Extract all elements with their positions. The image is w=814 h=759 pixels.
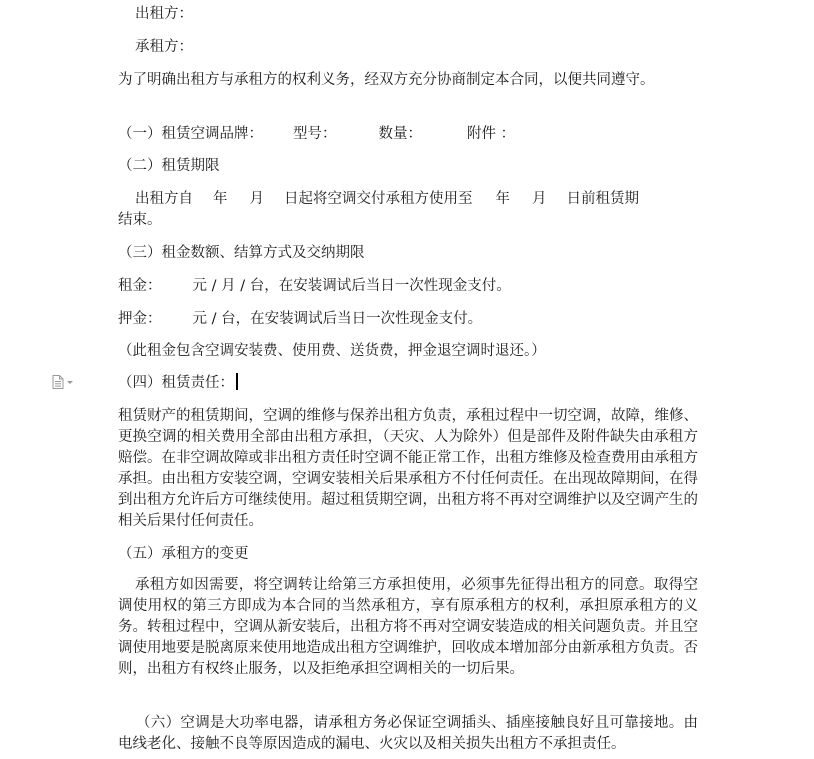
chevron-down-icon[interactable] [67,381,73,384]
deposit-label: 押金： [118,311,162,327]
document-icon-glyph [52,375,64,389]
lease-end-text: 日前租赁期 [566,191,639,207]
deposit-line [118,309,482,330]
lease-term-line [135,189,639,210]
rent-label: 租金： [118,278,162,294]
lease-from-text: 出租方自 [135,191,193,207]
section-1-title: （一）租赁空调品牌： [118,126,263,142]
section-4-body: 租赁财产的租赁期间，空调的维修与保养出租方负责，承租过程中一切空调，故障，维修、更换空调的相关费用全部由出租方承担，（天灾、人为除外）但是部件及附件缺失由承租方赔偿。在非空调故障或非出租方责任时空调不能正常工作，出租方维修及检查费用由承租方承担。由出租方安装空调，空调安装相关后果承租方不付任何责任。在出现故障期间，在得到出租方允许后方可继续使用。超过租赁期空调，出租方将不再对空调维护以及空调产生的相关后果付任何责任。 [118,408,698,529]
quantity-label: 数量： [378,126,422,142]
section-1-line [118,124,515,145]
section-5-title: （五）承租方的变更 [118,546,249,562]
document-icon[interactable] [52,374,78,390]
rent-note: （此租金包含空调安装费、使用费、送货费，押金退空调时退还。） [118,343,546,359]
section-4-title: （四）租赁责任： [118,375,234,391]
deposit-text: 元 / 台，在安装调试后当日一次性现金支付。 [192,311,483,327]
lease-mid-text: 日起将空调交付承租方使用至 [284,191,473,207]
lease-term-tail: 结束。 [118,212,162,228]
section-5-body: 承租方如因需要，将空调转让给第三方承担使用，必须事先征得出租方的同意。取得空调使用权的第三方即成为本合同的当然承租方，享有原承租方的权利，承担原承租方的义务。转租过程中，空调从新安装后，出租方将不再对空调安装造成的相关问题负责。并且空调使用地要是脱离原来使用地造成出租方空调维护，回收成本增加部分由新承租方负责。否则，出租方有权终止服务，以及拒绝承担空调相关的一切后果。 [118,577,698,677]
section-2-title: （二）租赁期限 [118,158,220,174]
section-6-body: （六）空调是大功率电器，请承租方务必保证空调插头、插座接触良好且可靠接地。由电线老化、接触不良等原因造成的漏电、火灾以及相关损失出租方不承担责任。 [118,715,698,752]
year-unit-2: 年 [495,191,510,207]
month-unit-2: 月 [532,191,547,207]
section-4-line[interactable] [118,373,238,394]
lessor-label: 出租方： [135,6,193,22]
model-label: 型号： [293,126,337,142]
attachment-label: 附件 ： [467,126,516,142]
year-unit: 年 [213,191,228,207]
rent-text: 元 / 月 / 台，在安装调试后当日一次性现金支付。 [192,278,511,294]
lessee-label: 承租方： [135,39,193,55]
text-cursor [236,373,238,390]
month-unit: 月 [249,191,264,207]
section-3-title: （三）租金数额、结算方式及交纳期限 [118,245,365,261]
intro-paragraph: 为了明确出租方与承租方的权利义务，经双方充分协商制定本合同，以便共同遵守。 [118,72,655,88]
rent-line [118,276,511,297]
